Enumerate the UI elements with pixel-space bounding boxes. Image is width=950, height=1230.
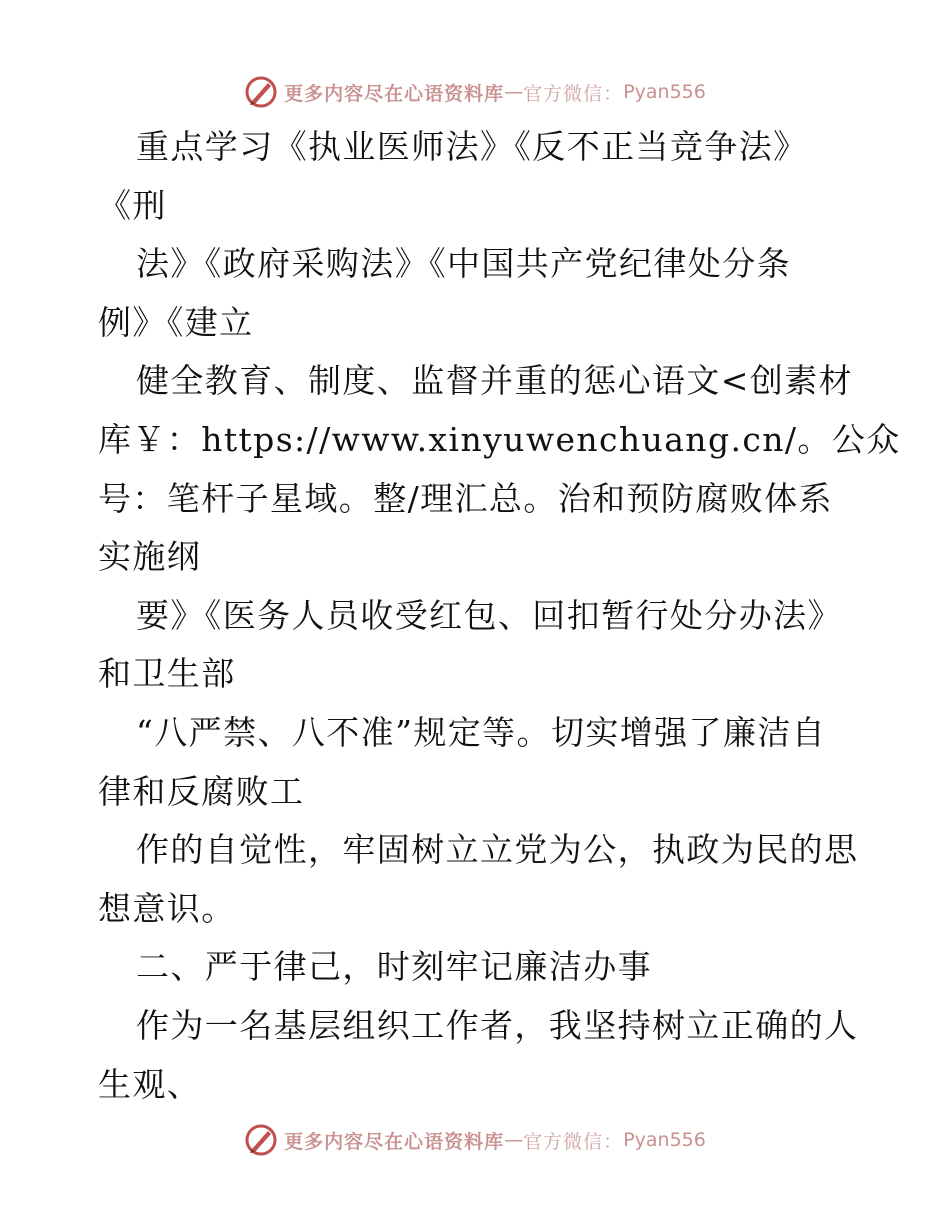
body-line-11: “八严禁、八不准”规定等。切实增强了廉洁自 [136,712,827,752]
watermark-dash: — [504,1129,524,1151]
watermark-wechat-id: Pyan556 [623,81,706,103]
footer-watermark [0,1120,950,1160]
body-line-7: 号：笔杆子星域。整/理汇总。治和预防腐败体系 [98,478,833,518]
watermark-site-text: 更多内容尽在心语资料库 [284,1130,505,1153]
header-watermark [0,72,950,112]
body-line-14: 想意识。 [98,888,236,928]
body-line-5: 健全教育、制度、监督并重的惩心语文<创素材 [136,361,854,401]
watermark-site-text: 更多内容尽在心语资料库 [284,82,505,105]
body-line-8: 实施纲 [98,537,202,577]
pen-logo-icon [244,75,278,109]
watermark-wechat-id: Pyan556 [623,1129,706,1151]
section-heading: 二、严于律己，时刻牢记廉洁办事 [136,947,652,987]
watermark-dash: — [504,81,524,103]
body-line-9: 要》《医务人员收受红包、回扣暂行处分办法》 [136,595,842,635]
body-line-3: 法》《政府采购法》《中国共产党纪律处分条 [136,244,791,284]
body-line-17: 生观、 [98,1064,202,1104]
body-line-4: 例》《建立 [98,302,254,342]
body-line-13: 作的自觉性，牢固树立立党为公，执政为民的思 [136,830,859,870]
body-line-16: 作为一名基层组织工作者，我坚持树立正确的人 [136,1005,859,1045]
body-line-2: 《刑 [98,185,167,225]
body-line-10: 和卫生部 [98,654,236,694]
document-body [98,118,901,1114]
watermark-label: 官方微信： [523,1130,624,1153]
pen-logo-icon [244,1123,278,1157]
body-line-12: 律和反腐败工 [98,771,305,811]
watermark-label: 官方微信： [523,82,624,105]
body-line-6: 库￥：https://www.xinyuwenchuang.cn/。公众 [98,419,901,459]
body-line-1: 重点学习《执业医师法》《反不正当竞争法》 [136,127,808,166]
